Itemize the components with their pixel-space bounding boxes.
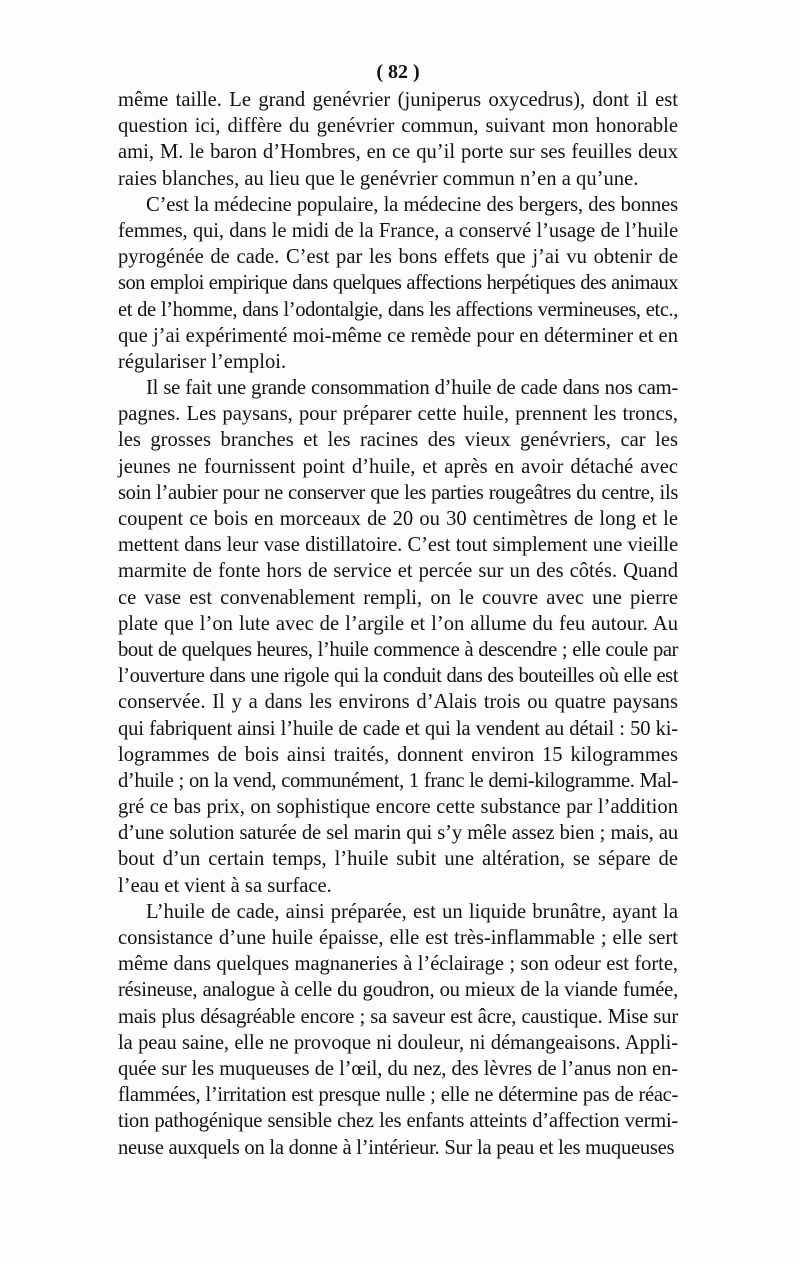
page-number: ( 82 ) [376, 61, 420, 83]
text-line: C’est la médecine populaire, la médecine des bergers, des bonnes [146, 193, 678, 216]
text-line: même dans quelques magnaneries à l’éclairage ; son odeur est forte, [118, 953, 678, 976]
paragraph [118, 899, 678, 1161]
text-line: raies blanches, au lieu que le genévrier commun n’en a qu’une. [118, 167, 639, 190]
text-line: même taille. Le grand genévrier (juniperus oxycedrus), dont il est [118, 89, 678, 111]
text-line: conservée. Il y a dans les environs d’Alais trois ou quatre paysans [118, 691, 678, 714]
text-line: l’eau et vient à sa surface. [118, 874, 332, 897]
text-line: ami, M. le baron d’Hombres, en ce qu’il porte sur ses feuilles deux [118, 141, 678, 164]
text-line: les grosses branches et les racines des vieux genévriers, car les [118, 429, 678, 452]
paragraph [118, 192, 678, 375]
text-line: marmite de fonte hors de service et percée sur un des côtés. Quand [118, 560, 678, 583]
text-line: question ici, diffère du genévrier commun, suivant mon honorable [118, 115, 678, 138]
text-line: d’huile ; on la vend, communément, 1 franc le demi-kilogramme. Mal- [118, 769, 678, 792]
text-line: résineuse, analogue à celle du goudron, ou mieux de la viande fumée, [118, 979, 678, 1002]
text-line: d’une solution saturée de sel marin qui s’y mêle assez bien ; mais, au [118, 822, 678, 845]
text-line: que j’ai expérimenté moi-même ce remède pour en déterminer et en [118, 324, 678, 347]
page-text-block [118, 57, 678, 1161]
text-line: femmes, qui, dans le midi de la France, a conservé l’usage de l’huile [118, 219, 678, 242]
paragraph [118, 375, 678, 899]
text-line: gré ce bas prix, on sophistique encore cette substance par l’addition [118, 796, 678, 819]
paragraph-list [118, 87, 678, 1161]
text-line: plate que l’on lute avec de l’argile et l’on allume du feu autour. Au [118, 612, 678, 635]
text-line: neuse auxquels on la donne à l’intérieur. Sur la peau et les muqueuses [118, 1136, 675, 1159]
text-line: Il se fait une grande consommation d’huile de cade dans nos cam- [146, 377, 678, 400]
text-line: pagnes. Les paysans, pour préparer cette huile, prennent les troncs, [118, 403, 678, 426]
text-line: tion pathogénique sensible chez les enfants atteints d’affection vermi- [118, 1110, 678, 1133]
text-line: et de l’homme, dans l’odontalgie, dans les affections vermineuses, etc., [118, 298, 678, 321]
text-line: la peau saine, elle ne provoque ni douleur, ni démangeaisons. Appli- [118, 1031, 678, 1054]
text-line: consistance d’une huile épaisse, elle est très-inflammable ; elle sert [118, 927, 678, 949]
text-line: flammées, l’irritation est presque nulle ; elle ne détermine pas de réac- [118, 1084, 678, 1107]
text-line: jeunes ne fournissent point d’huile, et après en avoir détaché avec [118, 455, 678, 478]
text-line: bout de quelques heures, l’huile commence à descendre ; elle coule par [118, 638, 678, 661]
text-line: mettent dans leur vase distillatoire. C’est tout simplement une vieille [118, 534, 678, 557]
text-line: son emploi empirique dans quelques affections herpétiques des animaux [118, 272, 678, 295]
text-line: qui fabriquent ainsi l’huile de cade et qui la vendent au détail : 50 ki- [118, 717, 678, 740]
text-line: mais plus désagréable encore ; sa saveur est âcre, caustique. Mise sur [118, 1005, 678, 1028]
text-line: soin l’aubier pour ne conserver que les parties rougeâtres du centre, ils [118, 481, 678, 504]
text-line: logrammes de bois ainsi traités, donnent environ 15 kilogrammes [118, 743, 678, 766]
text-line: quée sur les muqueuses de l’œil, du nez, des lèvres de l’anus non en- [118, 1057, 678, 1080]
text-line: régulariser l’emploi. [118, 350, 287, 373]
paragraph [118, 87, 678, 192]
text-line: L’huile de cade, ainsi préparée, est un liquide brunâtre, ayant la [146, 900, 678, 923]
text-line: ce vase est convenablement rempli, on le couvre avec une pierre [118, 586, 678, 609]
text-line: bout d’un certain temps, l’huile subit une altération, se sépare de [118, 848, 678, 871]
text-line: pyrogénée de cade. C’est par les bons effets que j’ai vu obtenir de [118, 246, 678, 269]
text-line: coupent ce bois en morceaux de 20 ou 30 centimètres de long et le [118, 508, 678, 530]
text-line: l’ouverture dans une rigole qui la conduit dans des bouteilles où elle est [118, 665, 678, 688]
